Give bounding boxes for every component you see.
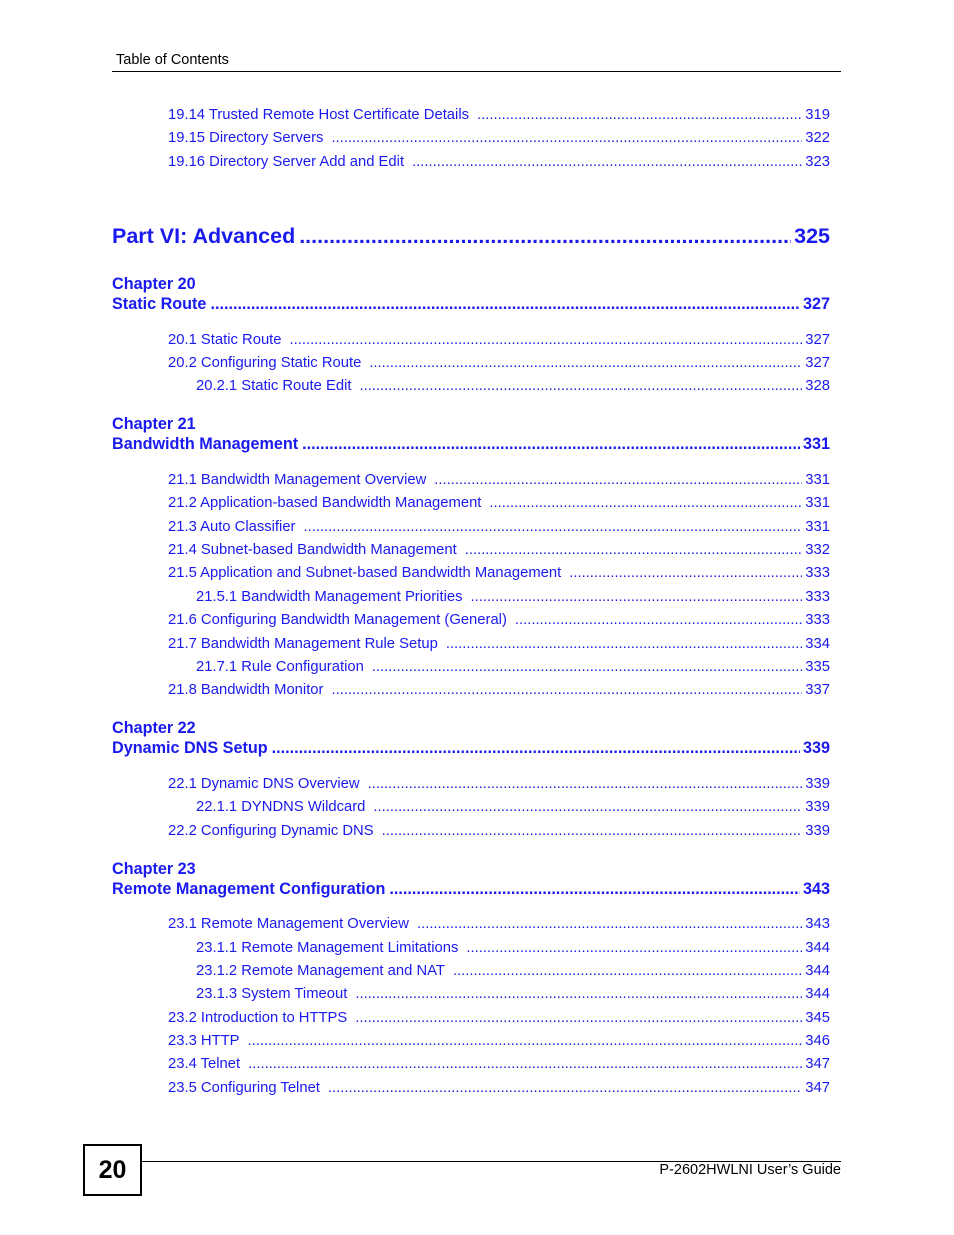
toc-entry-label: 20.2 Configuring Static Route	[168, 355, 362, 371]
toc-chapter-20[interactable]	[112, 295, 830, 314]
dot-leader	[302, 435, 800, 454]
page-number: 20	[98, 1155, 127, 1184]
toc-entry-label: 21.4 Subnet-based Bandwidth Management	[168, 542, 457, 558]
part-page: 325	[794, 224, 830, 248]
toc-entry-label: 21.5 Application and Subnet-based Bandwidth Management	[168, 565, 562, 581]
dot-leader	[372, 659, 802, 675]
toc-entry-page: 337	[805, 682, 830, 698]
dot-leader	[272, 739, 800, 758]
chapter-page: 339	[802, 739, 830, 757]
dot-leader	[446, 636, 802, 652]
toc-entry-page: 331	[805, 495, 830, 511]
toc-part-6[interactable]	[112, 224, 830, 249]
toc-entry-page: 344	[805, 963, 830, 979]
chapter-title: Dynamic DNS Setup	[112, 739, 268, 757]
toc-entry-label: 23.1 Remote Management Overview	[168, 916, 409, 932]
dot-leader	[368, 776, 803, 792]
toc-entry-label: 21.5.1 Bandwidth Management Priorities	[196, 589, 463, 605]
toc-chapter-23[interactable]	[112, 880, 830, 899]
toc-entry-page: 335	[805, 659, 830, 675]
dot-leader	[569, 565, 802, 581]
dot-leader	[331, 130, 802, 146]
toc-entry-21-2[interactable]	[168, 495, 830, 511]
toc-entry-page: 344	[805, 986, 830, 1002]
part-title: Part VI: Advanced	[112, 224, 296, 248]
chapter-23-heading: Chapter 23	[112, 860, 196, 878]
toc-entry-page: 345	[805, 1010, 830, 1026]
toc-entry-label: 22.1 Dynamic DNS Overview	[168, 776, 360, 792]
dot-leader	[434, 472, 802, 488]
chapter-page: 343	[802, 880, 830, 898]
toc-entry-21-5-1[interactable]	[196, 589, 830, 605]
toc-entry-page: 334	[805, 636, 830, 652]
toc-entry-page: 347	[805, 1080, 830, 1096]
toc-entry-page: 328	[805, 378, 830, 394]
toc-entry-label: 19.15 Directory Servers	[168, 130, 324, 146]
toc-entry-page: 322	[805, 130, 830, 146]
chapter-20-heading: Chapter 20	[112, 275, 196, 293]
toc-entry-page: 319	[805, 107, 830, 123]
toc-entry-22-1[interactable]	[168, 776, 830, 792]
toc-entry-label: 23.4 Telnet	[168, 1056, 241, 1072]
toc-entry-23-1-2[interactable]	[196, 963, 830, 979]
dot-leader	[373, 799, 802, 815]
toc-entry-page: 346	[805, 1033, 830, 1049]
dot-leader	[515, 612, 802, 628]
toc-entry-19-15[interactable]	[168, 130, 830, 146]
toc-entry-page: 333	[805, 589, 830, 605]
dot-leader	[369, 355, 802, 371]
toc-chapter-21[interactable]	[112, 435, 830, 454]
dot-leader	[412, 154, 802, 170]
toc-entry-page: 333	[805, 612, 830, 628]
chapter-page: 327	[802, 295, 830, 313]
dot-leader	[210, 295, 800, 314]
toc-entry-page: 344	[805, 940, 830, 956]
dot-leader	[417, 916, 802, 932]
toc-entry-label: 21.8 Bandwidth Monitor	[168, 682, 324, 698]
toc-entry-label: 21.7.1 Rule Configuration	[196, 659, 364, 675]
toc-entry-23-5[interactable]	[168, 1080, 830, 1096]
toc-entry-page: 333	[805, 565, 830, 581]
toc-entry-page: 339	[805, 799, 830, 815]
toc-entry-19-16[interactable]	[168, 154, 830, 170]
toc-entry-21-8[interactable]	[168, 682, 830, 698]
running-header: Table of Contents	[116, 52, 229, 68]
toc-entry-21-7[interactable]	[168, 636, 830, 652]
toc-entry-22-2[interactable]	[168, 823, 830, 839]
toc-entry-page: 332	[805, 542, 830, 558]
toc-entry-20-2-1[interactable]	[196, 378, 830, 394]
toc-entry-23-2[interactable]	[168, 1010, 830, 1026]
toc-entry-label: 23.1.1 Remote Management Limitations	[196, 940, 459, 956]
toc-entry-label: 19.16 Directory Server Add and Edit	[168, 154, 405, 170]
dot-leader	[355, 1010, 802, 1026]
toc-entry-label: 23.3 HTTP	[168, 1033, 240, 1049]
chapter-title: Static Route	[112, 295, 207, 313]
dot-leader	[299, 224, 791, 249]
toc-entry-page: 343	[805, 916, 830, 932]
toc-entry-21-5[interactable]	[168, 565, 830, 581]
toc-entry-page: 323	[805, 154, 830, 170]
toc-entry-21-4[interactable]	[168, 542, 830, 558]
toc-entry-label: 21.1 Bandwidth Management Overview	[168, 472, 427, 488]
dot-leader	[331, 682, 802, 698]
toc-entry-label: 21.7 Bandwidth Management Rule Setup	[168, 636, 438, 652]
chapter-22-heading: Chapter 22	[112, 719, 196, 737]
toc-entry-20-1[interactable]	[168, 332, 830, 348]
toc-entry-page: 339	[805, 776, 830, 792]
chapter-title: Remote Management Configuration	[112, 880, 386, 898]
dot-leader	[471, 589, 803, 605]
toc-entry-19-14[interactable]	[168, 107, 830, 123]
toc-entry-label: 23.5 Configuring Telnet	[168, 1080, 320, 1096]
chapter-page: 331	[802, 435, 830, 453]
toc-entry-label: 21.6 Configuring Bandwidth Management (General)	[168, 612, 507, 628]
dot-leader	[382, 823, 803, 839]
toc-entry-label: 23.1.2 Remote Management and NAT	[196, 963, 445, 979]
toc-entry-label: 19.14 Trusted Remote Host Certificate Details	[168, 107, 470, 123]
toc-entry-21-7-1[interactable]	[196, 659, 830, 675]
toc-entry-23-1-1[interactable]	[196, 940, 830, 956]
toc-entry-label: 20.1 Static Route	[168, 332, 282, 348]
toc-entry-label: 21.3 Auto Classifier	[168, 519, 296, 535]
chapter-21-heading: Chapter 21	[112, 415, 196, 433]
toc-entry-label: 23.2 Introduction to HTTPS	[168, 1010, 348, 1026]
toc-entry-23-4[interactable]	[168, 1056, 830, 1072]
page-number-box	[83, 1144, 142, 1196]
dot-leader	[248, 1056, 802, 1072]
toc-entry-page: 331	[805, 472, 830, 488]
dot-leader	[489, 495, 802, 511]
toc-entry-page: 347	[805, 1056, 830, 1072]
dot-leader	[328, 1080, 802, 1096]
toc-entry-label: 22.1.1 DYNDNS Wildcard	[196, 799, 366, 815]
dot-leader	[465, 542, 803, 558]
toc-entry-21-3[interactable]	[168, 519, 830, 535]
toc-chapter-22[interactable]	[112, 739, 830, 758]
dot-leader	[359, 378, 802, 394]
toc-entry-page: 327	[805, 355, 830, 371]
toc-entry-label: 22.2 Configuring Dynamic DNS	[168, 823, 374, 839]
toc-entry-page: 327	[805, 332, 830, 348]
toc-entry-label: 20.2.1 Static Route Edit	[196, 378, 352, 394]
toc-entry-page: 339	[805, 823, 830, 839]
dot-leader	[248, 1033, 803, 1049]
toc-entry-21-1[interactable]	[168, 472, 830, 488]
chapter-title: Bandwidth Management	[112, 435, 299, 453]
dot-leader	[389, 880, 800, 899]
dot-leader	[453, 963, 802, 979]
toc-entry-22-1-1[interactable]	[196, 799, 830, 815]
dot-leader	[477, 107, 802, 123]
toc-entry-label: 21.2 Application-based Bandwidth Management	[168, 495, 482, 511]
guide-title: P-2602HWLNI User’s Guide	[659, 1162, 841, 1178]
dot-leader	[466, 940, 802, 956]
toc-entry-label: 23.1.3 System Timeout	[196, 986, 348, 1002]
dot-leader	[304, 519, 803, 535]
toc-entry-23-1-3[interactable]	[196, 986, 830, 1002]
dot-leader	[355, 986, 802, 1002]
toc-entry-23-3[interactable]	[168, 1033, 830, 1049]
toc-entry-20-2[interactable]	[168, 355, 830, 371]
dot-leader	[290, 332, 803, 348]
toc-entry-23-1[interactable]	[168, 916, 830, 932]
header-divider	[112, 71, 841, 72]
toc-entry-21-6[interactable]	[168, 612, 830, 628]
toc-entry-page: 331	[805, 519, 830, 535]
